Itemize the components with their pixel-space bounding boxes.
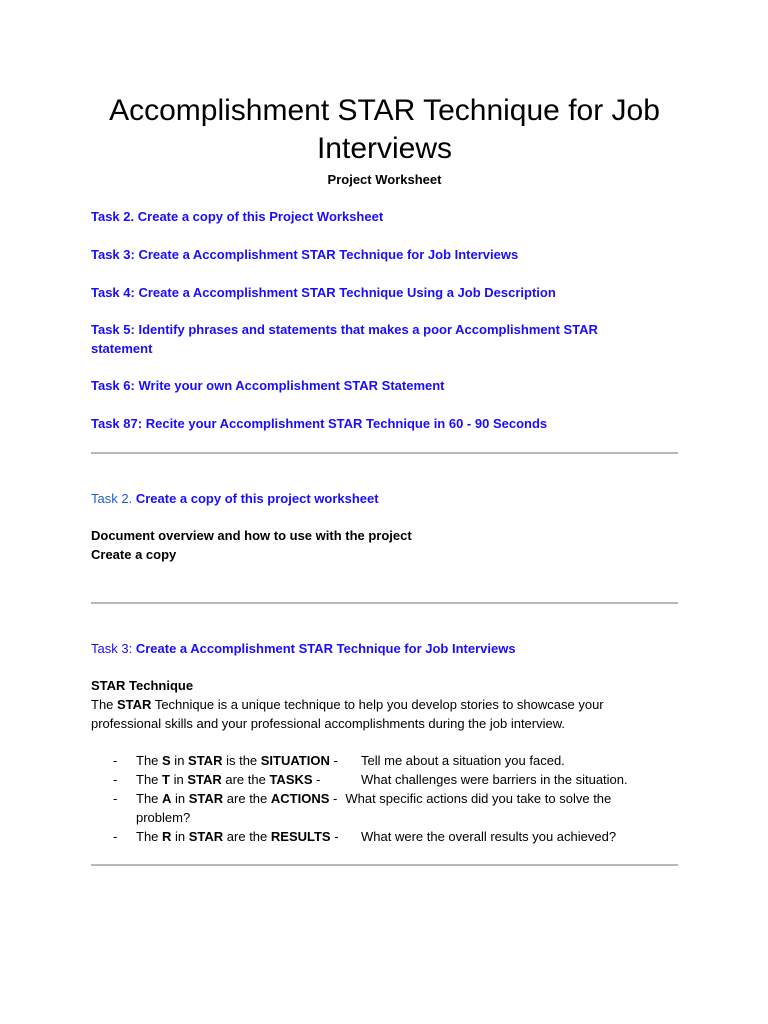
document-subtitle: Project Worksheet — [327, 172, 442, 187]
toc-task-number: Task 87 — [91, 416, 138, 431]
list-item-description: What were the overall results you achieved? — [361, 829, 617, 844]
list-item-description: What specific actions did you take to solve the problem? — [136, 791, 612, 825]
document-overview-line: Document overview and how to use with the project — [91, 528, 412, 543]
toc-link-task-4[interactable] — [91, 283, 651, 302]
toc-separator: : — [130, 285, 135, 300]
list-item-term: The T in STAR are the TASKS - — [136, 772, 321, 787]
toc-separator: : — [130, 247, 135, 262]
intro-bold-star: STAR — [117, 697, 152, 712]
section-heading-task-2[interactable] — [91, 489, 678, 508]
toc-task-number: Task 2 — [91, 209, 131, 224]
list-item-term: The A in STAR are the ACTIONS - — [136, 791, 338, 806]
star-list — [91, 751, 678, 846]
list-item-term: The R in STAR are the RESULTS - — [136, 829, 339, 844]
list-item-results — [91, 827, 651, 846]
list-bullet: - — [113, 791, 118, 806]
toc-link-task-2[interactable] — [91, 207, 651, 226]
toc-separator: : — [137, 416, 143, 431]
list-item-situation — [91, 751, 651, 770]
document-title: Accomplishment STAR Technique for Job Interviews — [109, 94, 660, 165]
toc-task-label: Create a Accomplishment STAR Technique for Job Interviews — [138, 247, 519, 262]
toc-link-task-6[interactable] — [91, 376, 651, 395]
list-item-description: What challenges were barriers in the situation. — [361, 772, 628, 787]
list-item-tasks — [91, 770, 651, 789]
toc-separator: . — [130, 209, 135, 224]
list-bullet: - — [113, 829, 118, 844]
section-heading-task-3[interactable] — [91, 639, 678, 658]
list-bullet: - — [113, 753, 118, 768]
section-separator: . — [128, 491, 133, 506]
toc-task-label: Create a Accomplishment STAR Technique Using a Job Description — [138, 285, 556, 300]
list-bullet: - — [113, 772, 118, 787]
toc-task-label: Recite your Accomplishment STAR Technique in 60 - 90 Seconds — [145, 416, 548, 431]
toc-link-task-87[interactable] — [91, 414, 651, 433]
star-technique-intro — [91, 695, 651, 733]
star-technique-heading: STAR Technique — [91, 678, 194, 693]
section-separator: : — [128, 641, 133, 656]
horizontal-rule — [91, 452, 678, 454]
intro-text: Technique is a unique technique to help you develop stories to showcase your professional skills and your professional accomplishments during the job interview. — [91, 697, 604, 731]
list-item-term: The S in STAR is the SITUATION - — [136, 753, 338, 768]
toc-separator: : — [130, 322, 135, 337]
toc-separator: : — [130, 378, 135, 393]
section-task-number: Task 3 — [91, 641, 129, 656]
section-task-number: Task 2 — [91, 491, 129, 506]
list-item-actions — [91, 789, 651, 827]
toc-task-label: Create a copy of this Project Worksheet — [137, 209, 384, 224]
list-item-description: Tell me about a situation you faced. — [361, 753, 565, 768]
section-heading-label: Create a copy of this project worksheet — [135, 491, 379, 506]
section-heading-label: Create a Accomplishment STAR Technique for Job Interviews — [135, 641, 516, 656]
toc-task-label: Write your own Accomplishment STAR Statement — [138, 378, 445, 393]
create-copy-line: Create a copy — [91, 547, 177, 562]
toc-link-task-3[interactable] — [91, 245, 651, 264]
toc-task-number: Task 3 — [91, 247, 131, 262]
toc-task-number: Task 5 — [91, 322, 131, 337]
intro-text: The — [91, 697, 118, 712]
horizontal-rule — [91, 602, 678, 604]
toc-task-label: Identify phrases and statements that makes a poor Accomplishment STAR statement — [91, 322, 598, 356]
toc-task-number: Task 4 — [91, 285, 131, 300]
toc-task-number: Task 6 — [91, 378, 131, 393]
toc-link-task-5[interactable] — [91, 320, 636, 358]
horizontal-rule — [91, 864, 678, 866]
